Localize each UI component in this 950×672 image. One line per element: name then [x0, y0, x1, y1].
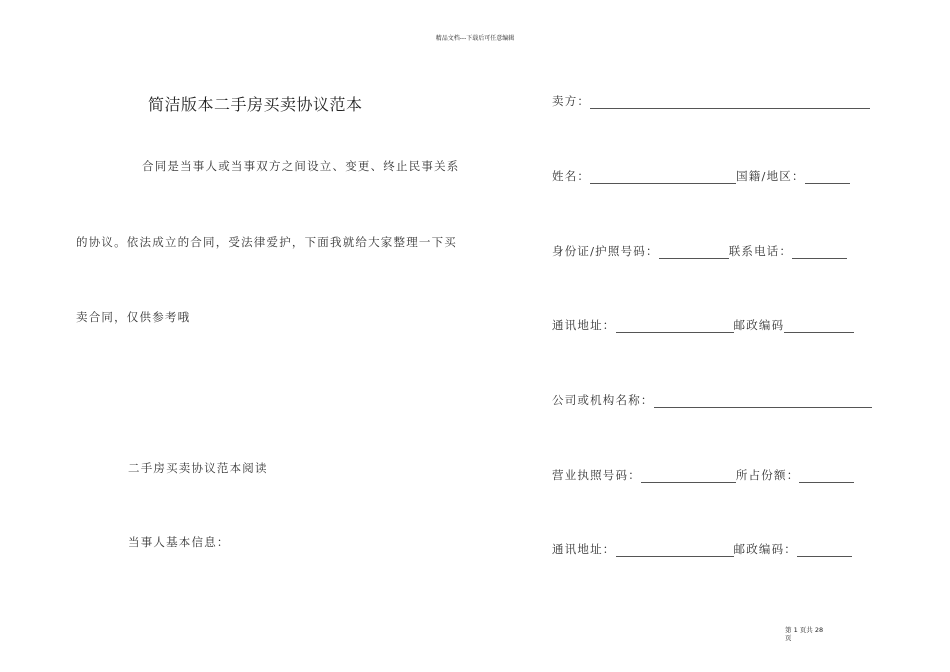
address2-blank[interactable] — [616, 544, 734, 557]
name-row — [552, 168, 850, 184]
share-blank[interactable] — [799, 470, 854, 483]
postcode-label: 邮政编码 — [733, 318, 785, 332]
address2-label: 通讯地址： — [552, 542, 616, 556]
id-row — [552, 243, 847, 259]
section-heading: 二手房买卖协议范本阅读 — [128, 461, 268, 475]
postcode2-label: 邮政编码： — [733, 542, 797, 556]
intro-line-3: 卖合同，仅供参考哦 — [76, 310, 191, 324]
postcode-blank[interactable] — [784, 320, 854, 333]
company-label: 公司或机构名称： — [552, 393, 654, 407]
name-label: 姓名： — [552, 169, 591, 183]
id-blank[interactable] — [659, 246, 729, 259]
document-title: 简洁版本二手房买卖协议范本 — [148, 95, 363, 114]
company-blank[interactable] — [654, 395, 872, 408]
license-row — [552, 467, 854, 483]
license-label: 营业执照号码： — [552, 468, 641, 482]
nationality-label: 国籍/地区： — [736, 169, 805, 183]
phone-label: 联系电话： — [728, 244, 793, 258]
seller-blank[interactable] — [590, 96, 870, 109]
intro-line-2: 的协议。依法成立的合同，受法律爱护，下面我就给大家整理一下买 — [76, 235, 457, 249]
intro-line-1: 合同是当事人或当事双方之间设立、变更、终止民事关系 — [142, 159, 460, 173]
address2-row — [552, 541, 852, 557]
seller-row — [552, 93, 870, 109]
postcode2-blank[interactable] — [797, 544, 852, 557]
parties-heading: 当事人基本信息： — [128, 535, 230, 549]
page-number-line-1: 第 1 页共 28 — [785, 626, 824, 634]
id-label: 身份证/护照号码： — [552, 244, 659, 258]
page-footer — [785, 626, 823, 642]
share-label: 所占份额： — [735, 468, 800, 482]
phone-blank[interactable] — [792, 246, 847, 259]
name-blank[interactable] — [590, 171, 736, 184]
address-blank[interactable] — [616, 320, 734, 333]
license-blank[interactable] — [641, 470, 736, 483]
seller-label: 卖方： — [552, 94, 591, 108]
address-label: 通讯地址： — [552, 318, 616, 332]
page-header: 精品文档---下载后可任意编辑 — [435, 35, 515, 42]
nationality-blank[interactable] — [805, 171, 850, 184]
company-row — [552, 392, 872, 408]
page-number-line-2: 页 — [785, 634, 792, 642]
address-row — [552, 317, 854, 333]
